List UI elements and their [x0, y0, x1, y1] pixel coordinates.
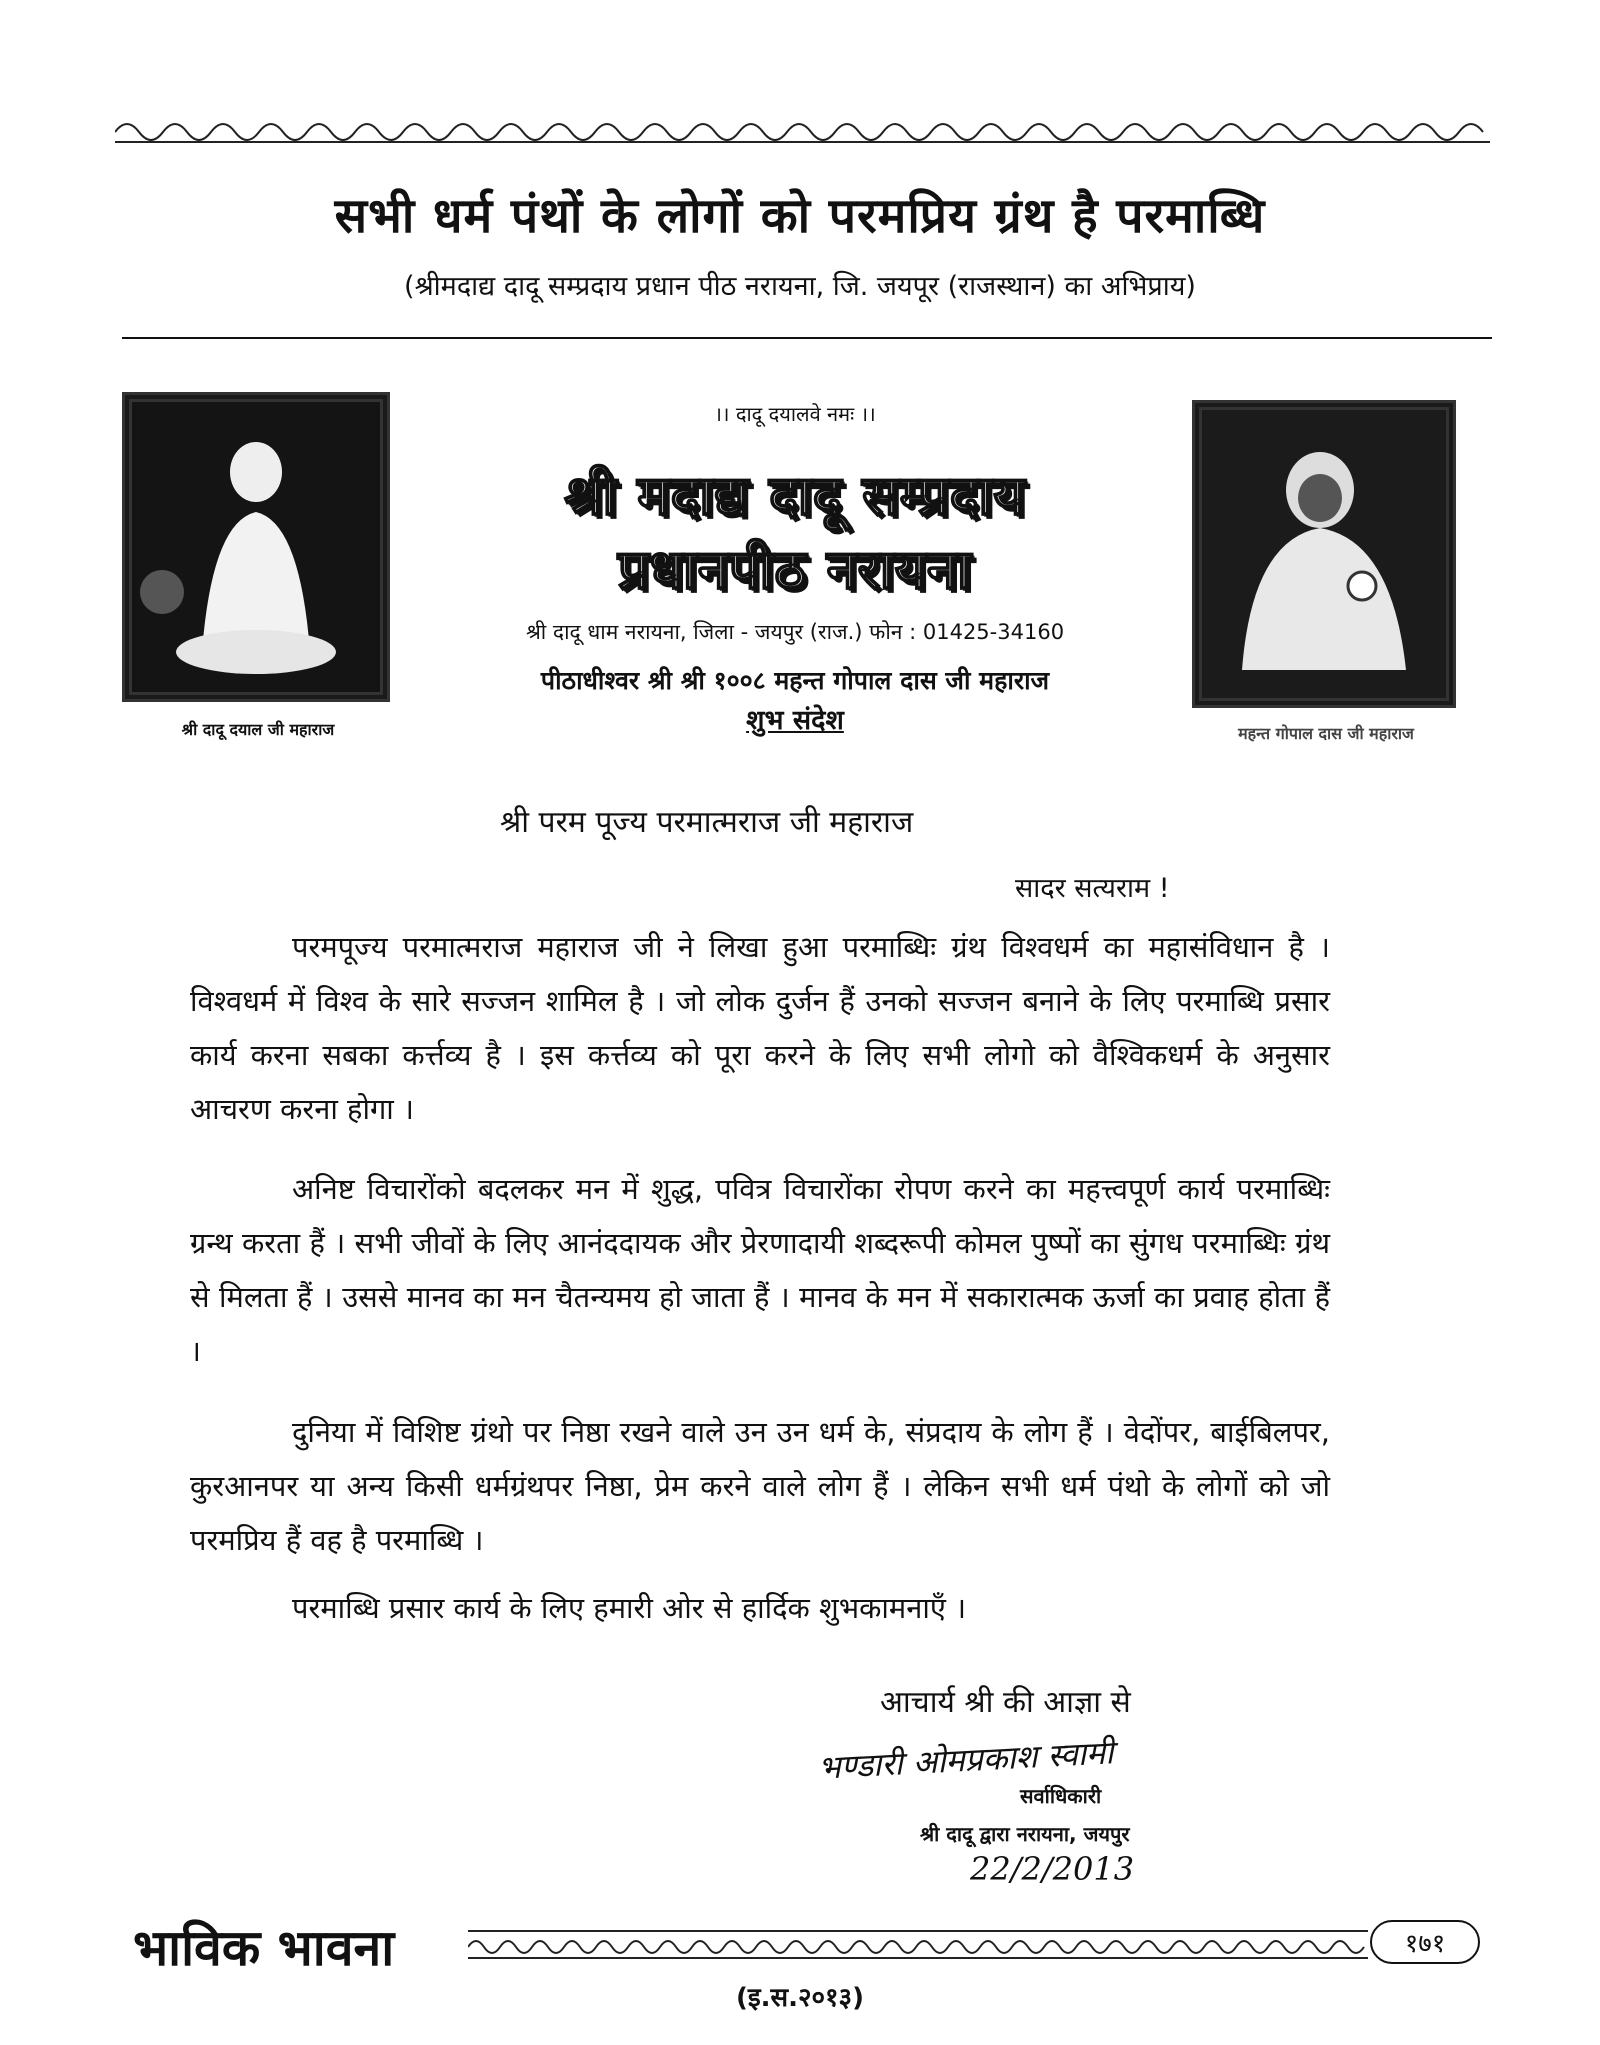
- seated-saint-right-icon: [1202, 410, 1446, 698]
- invocation: ।। दादू दयालवे नमः ।।: [714, 402, 876, 426]
- title-divider: [122, 337, 1492, 339]
- paragraph-4: परमाब्धि प्रसार कार्य के लिए हमारी ओर से हार्दिक शुभकामनाएँ ।: [292, 1591, 967, 1625]
- paragraph-2: अनिष्ट विचारोंको बदलकर मन में शुद्ध, पवित्र विचारोंका रोपण करने का महत्त्वपूर्ण कार्य परमाब्धिः ग्रन्थ करता हैं । सभी जीवों के लिए आनंददायक और प्रेरणादायी शब्दरूपी कोमल पुष्पों का सुंगध परमाब्धिः ग्रंथ से मिलता हैं । उससे मानव का मन चैतन्यमय हो जाता हैं । मानव के मन में सकारात्मक ऊर्जा का प्रवाह होता हैं ।: [190, 1172, 1330, 1368]
- photo-mahant-gopal-das: [1192, 400, 1456, 708]
- banner-line-1: श्री मदाद्य दादू सम्प्रदाय: [564, 464, 1026, 527]
- salutation: श्री परम पूज्य परमात्मराज जी महाराज: [500, 805, 914, 840]
- caption-right: महन्त गोपाल दास जी महाराज: [1238, 724, 1414, 743]
- signature-role: सर्वाधिकारी: [1020, 1784, 1102, 1808]
- signature-place: श्री दादू द्वारा नरायना, जयपुर: [920, 1822, 1130, 1846]
- signature-date: 22/2/2013: [970, 1850, 1135, 1888]
- banner-line-2: प्रधानपीठ नरायना: [617, 538, 973, 601]
- footer-title: भाविक भावना: [133, 1918, 395, 1977]
- signature-label: आचार्य श्री की आज्ञा से: [880, 1685, 1131, 1720]
- seated-saint-left-icon: [132, 402, 380, 692]
- paragraph-1: परमपूज्य परमात्मराज महाराज जी ने लिखा हुआ परमाब्धिः ग्रंथ विश्वधर्म का महासंविधान है । विश्वधर्म में विश्व के सारे सज्जन शामिल है । जो लोक दुर्जन हैं उनको सज्जन बनाने के लिए परमाब्धि प्रसार कार्य करना सबका कर्त्तव्य है । इस कर्त्तव्य को पूरा करने के लिए सभी लोगो को वैश्विकधर्म के अनुसार आचरण करना होगा ।: [190, 930, 1330, 1126]
- page-title: सभी धर्म पंथों के लोगों को परमप्रिय ग्रंथ है परमाब्धि: [334, 188, 1266, 244]
- page-number: १७१: [1370, 1920, 1480, 1964]
- footer-year: (इ.स.२०१३): [736, 1983, 864, 2013]
- sandesh-heading: शुभ संदेश: [746, 705, 844, 736]
- handwritten-signature: भण्डारी ओमप्रकाश स्वामी: [817, 1733, 1115, 1787]
- greeting: सादर सत्यराम !: [1015, 873, 1170, 904]
- top-wave-border: [115, 112, 1490, 146]
- caption-left: श्री दादू दयाल जी महाराज: [181, 720, 335, 739]
- letterhead-address: श्री दादू धाम नरायना, जिला - जयपुर (राज.) फोन : 01425-34160: [525, 620, 1065, 644]
- peethadhishwar-line: पीठाधीश्वर श्री श्री १००८ महन्त गोपाल दास जी महाराज: [540, 666, 1050, 695]
- footer-wave-border: [468, 1927, 1368, 1961]
- photo-dadu-dayal: [122, 392, 390, 702]
- paragraph-3: दुनिया में विशिष्ट ग्रंथो पर निष्ठा रखने वाले उन उन धर्म के, संप्रदाय के लोग हैं । वेदोंपर, बाईबिलपर, कुरआनपर या अन्य किसी धर्मग्रंथपर निष्ठा, प्रेम करने वाले लोग हैं । लेकिन सभी धर्म पंथो के लोगों को जो परमप्रिय हैं वह है परमाब्धि ।: [190, 1415, 1330, 1557]
- page-subtitle: (श्रीमदाद्य दादू सम्प्रदाय प्रधान पीठ नरायना, जि. जयपूर (राजस्थान) का अभिप्राय): [404, 271, 1196, 302]
